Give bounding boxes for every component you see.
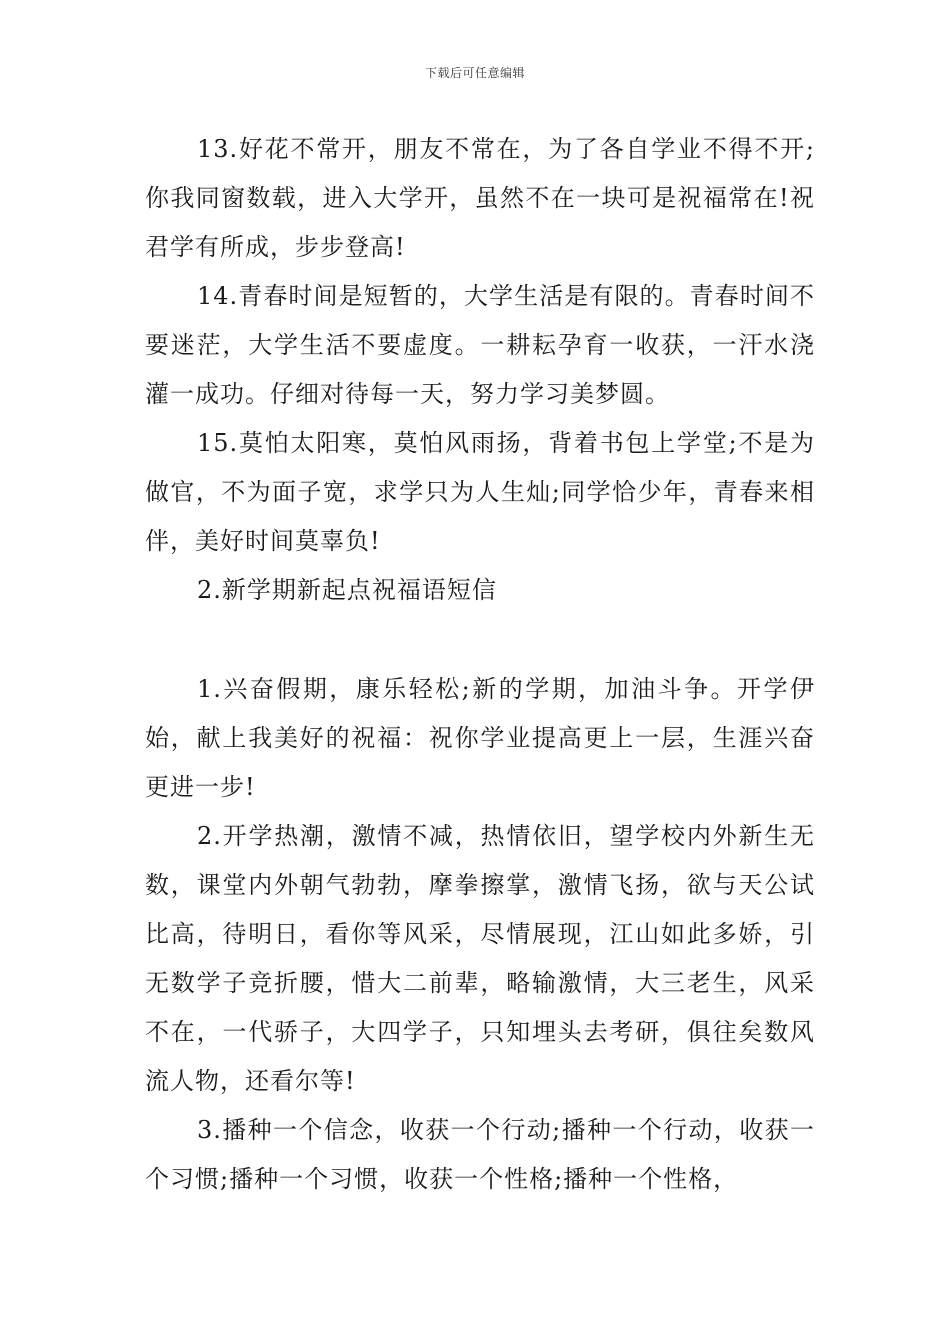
paragraph-2: 2.开学热潮，激情不减，热情依旧，望学校内外新生无数，课堂内外朝气勃勃，摩拳擦掌，激情飞扬，欲与天公试比高，待明日，看你等风采，尽情展现，江山如此多娇，引无数学子竞折腰，惜大二前辈，略输激情，大三老生，风采不在，一代骄子，大四学子，只知埋头去考研，俱往矣数风流人物，还看尔等! — [145, 822, 815, 1095]
paragraph-13: 13.好花不常开，朋友不常在，为了各自学业不得不开;你我同窗数载，进入大学开，虽然不在一块可是祝福常在!祝君学有所成，步步登高! — [145, 135, 815, 261]
paragraph-3: 3.播种一个信念，收获一个行动;播种一个行动，收获一个习惯;播种一个习惯，收获一个性格;播种一个性格， — [145, 1116, 815, 1193]
section-heading: 2.新学期新起点祝福语短信 — [197, 576, 497, 604]
paragraph-15: 15.莫怕太阳寒，莫怕风雨扬，背着书包上学堂;不是为做官，不为面子宽，求学只为人生灿;同学恰少年，青春来相伴，美好时间莫辜负! — [145, 429, 815, 555]
paragraph-1: 1.兴奋假期，康乐轻松;新的学期，加油斗争。开学伊始，献上我美好的祝福：祝你学业提高更上一层，生涯兴奋更进一步! — [145, 675, 815, 801]
page-header: 下载后可任意编辑 — [424, 66, 525, 80]
document-body — [145, 125, 815, 1204]
paragraph-14: 14.青春时间是短暂的，大学生活是有限的。青春时间不要迷茫，大学生活不要虚度。一耕耘孕育一收获，一汗水浇灌一成功。仔细对待每一天，努力学习美梦圆。 — [145, 282, 815, 408]
